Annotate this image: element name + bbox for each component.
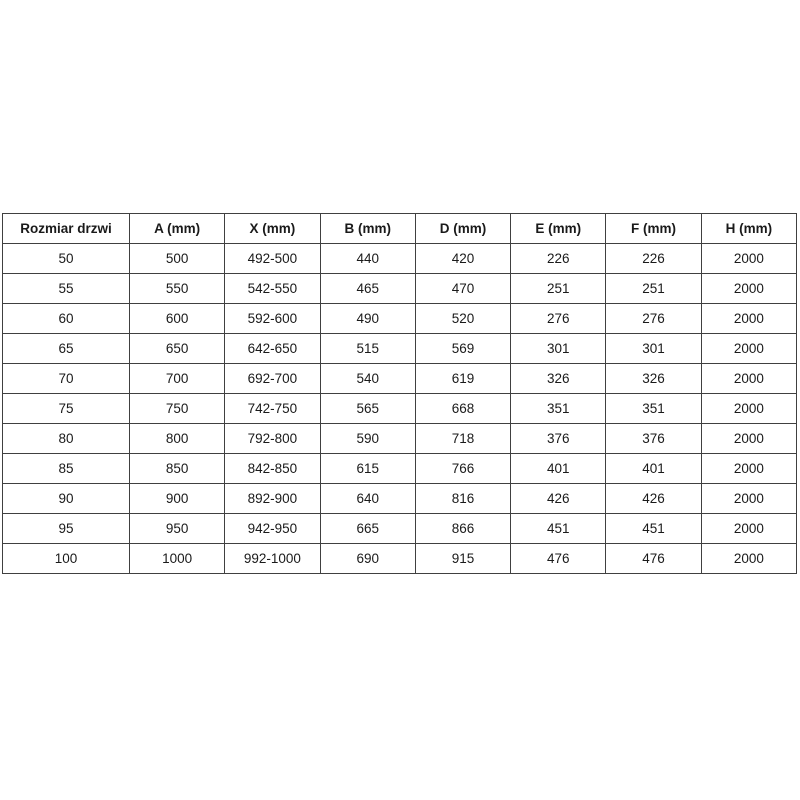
column-header: H (mm) bbox=[701, 214, 796, 244]
table-cell: 2000 bbox=[701, 364, 796, 394]
table-cell: 992-1000 bbox=[225, 544, 320, 574]
table-cell: 500 bbox=[130, 244, 225, 274]
table-cell: 892-900 bbox=[225, 484, 320, 514]
column-header: E (mm) bbox=[511, 214, 606, 244]
table-cell: 900 bbox=[130, 484, 225, 514]
table-cell: 451 bbox=[606, 514, 701, 544]
table-cell: 100 bbox=[3, 544, 130, 574]
table-cell: 70 bbox=[3, 364, 130, 394]
table-cell: 276 bbox=[606, 304, 701, 334]
table-cell: 326 bbox=[606, 364, 701, 394]
table-cell: 690 bbox=[320, 544, 415, 574]
table-cell: 792-800 bbox=[225, 424, 320, 454]
table-cell: 65 bbox=[3, 334, 130, 364]
table-cell: 490 bbox=[320, 304, 415, 334]
table-row bbox=[3, 544, 797, 574]
table-row bbox=[3, 214, 797, 244]
table-cell: 376 bbox=[511, 424, 606, 454]
table-cell: 95 bbox=[3, 514, 130, 544]
table-cell: 301 bbox=[511, 334, 606, 364]
table-row bbox=[3, 394, 797, 424]
table-cell: 650 bbox=[130, 334, 225, 364]
table-cell: 2000 bbox=[701, 424, 796, 454]
table-cell: 2000 bbox=[701, 544, 796, 574]
table-cell: 75 bbox=[3, 394, 130, 424]
table-cell: 842-850 bbox=[225, 454, 320, 484]
table-cell: 565 bbox=[320, 394, 415, 424]
table-cell: 668 bbox=[415, 394, 510, 424]
table-cell: 520 bbox=[415, 304, 510, 334]
table-cell: 800 bbox=[130, 424, 225, 454]
door-dimensions-table bbox=[2, 213, 797, 574]
table-cell: 251 bbox=[511, 274, 606, 304]
table-row bbox=[3, 424, 797, 454]
table-cell: 942-950 bbox=[225, 514, 320, 544]
table-cell: 550 bbox=[130, 274, 225, 304]
table-cell: 1000 bbox=[130, 544, 225, 574]
table-cell: 615 bbox=[320, 454, 415, 484]
table-cell: 700 bbox=[130, 364, 225, 394]
table-row bbox=[3, 274, 797, 304]
table-cell: 950 bbox=[130, 514, 225, 544]
table-cell: 401 bbox=[606, 454, 701, 484]
column-header: D (mm) bbox=[415, 214, 510, 244]
table-cell: 251 bbox=[606, 274, 701, 304]
table-cell: 50 bbox=[3, 244, 130, 274]
table-cell: 401 bbox=[511, 454, 606, 484]
table-cell: 85 bbox=[3, 454, 130, 484]
table-cell: 451 bbox=[511, 514, 606, 544]
table-cell: 915 bbox=[415, 544, 510, 574]
table-cell: 2000 bbox=[701, 244, 796, 274]
table-cell: 619 bbox=[415, 364, 510, 394]
table-cell: 60 bbox=[3, 304, 130, 334]
table-cell: 2000 bbox=[701, 394, 796, 424]
table-cell: 515 bbox=[320, 334, 415, 364]
table-cell: 590 bbox=[320, 424, 415, 454]
table-cell: 326 bbox=[511, 364, 606, 394]
table-cell: 226 bbox=[606, 244, 701, 274]
table-cell: 476 bbox=[511, 544, 606, 574]
table-cell: 426 bbox=[606, 484, 701, 514]
table-cell: 440 bbox=[320, 244, 415, 274]
table-cell: 80 bbox=[3, 424, 130, 454]
table-cell: 465 bbox=[320, 274, 415, 304]
table-row bbox=[3, 514, 797, 544]
table-cell: 492-500 bbox=[225, 244, 320, 274]
table-cell: 55 bbox=[3, 274, 130, 304]
table-cell: 470 bbox=[415, 274, 510, 304]
table-cell: 476 bbox=[606, 544, 701, 574]
table-cell: 742-750 bbox=[225, 394, 320, 424]
table-cell: 540 bbox=[320, 364, 415, 394]
column-header: X (mm) bbox=[225, 214, 320, 244]
table-row bbox=[3, 484, 797, 514]
table-cell: 376 bbox=[606, 424, 701, 454]
table-cell: 2000 bbox=[701, 304, 796, 334]
table-cell: 351 bbox=[511, 394, 606, 424]
table-header-row bbox=[3, 214, 797, 244]
table-cell: 2000 bbox=[701, 454, 796, 484]
table-cell: 301 bbox=[606, 334, 701, 364]
table-cell: 542-550 bbox=[225, 274, 320, 304]
column-header: B (mm) bbox=[320, 214, 415, 244]
table-cell: 226 bbox=[511, 244, 606, 274]
table-body bbox=[3, 244, 797, 574]
table-cell: 90 bbox=[3, 484, 130, 514]
table-cell: 351 bbox=[606, 394, 701, 424]
table-cell: 665 bbox=[320, 514, 415, 544]
table-cell: 2000 bbox=[701, 274, 796, 304]
column-header: A (mm) bbox=[130, 214, 225, 244]
table-cell: 2000 bbox=[701, 334, 796, 364]
column-header: Rozmiar drzwi bbox=[3, 214, 130, 244]
table-row bbox=[3, 334, 797, 364]
table-cell: 816 bbox=[415, 484, 510, 514]
table-cell: 2000 bbox=[701, 484, 796, 514]
table-cell: 718 bbox=[415, 424, 510, 454]
table-cell: 642-650 bbox=[225, 334, 320, 364]
table-cell: 2000 bbox=[701, 514, 796, 544]
table-cell: 850 bbox=[130, 454, 225, 484]
column-header: F (mm) bbox=[606, 214, 701, 244]
table-row bbox=[3, 304, 797, 334]
table-cell: 569 bbox=[415, 334, 510, 364]
table-cell: 766 bbox=[415, 454, 510, 484]
table-cell: 600 bbox=[130, 304, 225, 334]
table-cell: 866 bbox=[415, 514, 510, 544]
table-cell: 276 bbox=[511, 304, 606, 334]
table-cell: 640 bbox=[320, 484, 415, 514]
table-cell: 426 bbox=[511, 484, 606, 514]
table-cell: 750 bbox=[130, 394, 225, 424]
table-cell: 592-600 bbox=[225, 304, 320, 334]
table-cell: 420 bbox=[415, 244, 510, 274]
table-row bbox=[3, 454, 797, 484]
table-row bbox=[3, 364, 797, 394]
table-row bbox=[3, 244, 797, 274]
table-cell: 692-700 bbox=[225, 364, 320, 394]
